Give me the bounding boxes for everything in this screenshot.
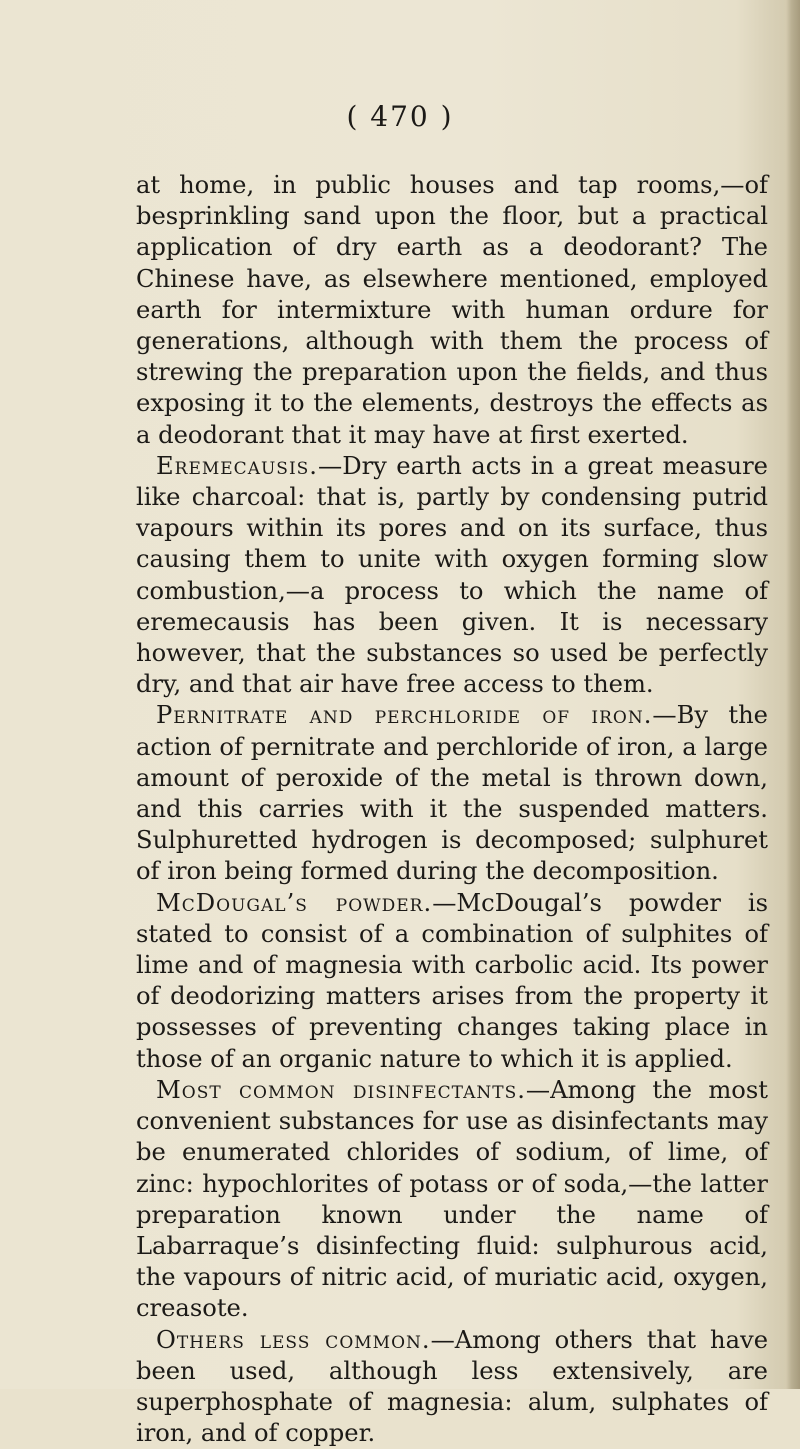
paragraph-heading: Most common disinfectants. <box>156 1075 526 1104</box>
paragraph-text: —McDougal’s powder is stated to consist of a combination of sulphites of lime and of magnesia with carbolic acid. Its power of deodorizing matters arises from the property it possesses of preventing changes taking place in those of an organic nature to which it is applied. <box>136 888 768 1073</box>
paragraph-others <box>136 1325 768 1449</box>
paragraph-text: at home, in public houses and tap rooms,—of besprinkling sand upon the floor, but a practical application of dry earth as a deodorant? The Chinese have, as elsewhere mentioned, employed earth for intermixture with human ordure for generations, although with them the process of strewing the preparation upon the fields, and thus exposing it to the elements, destroys the effects as a deodorant that it may have at first exerted. <box>136 171 768 449</box>
paragraph-eremecausis <box>136 451 768 701</box>
paragraph-heading: Eremecausis. <box>156 451 318 480</box>
paragraph-text: —Among others that have been used, although less extensively, are superphosphate of magnesia: alum, sulphates of iron, and of copper. <box>136 1325 769 1448</box>
paragraph-text: —Among the most convenient substances for use as disinfectants may be enumerated chlorides of sodium, of lime, of zinc: hypochlorites of potass or of soda,—the latter preparation known under the name of Labarraque’s disinfecting fluid: sulphurous acid, the vapours of nitric acid, of muriatic acid, oxygen, creasote. <box>136 1075 768 1323</box>
page-edge <box>786 0 800 1389</box>
paragraph-text: —Dry earth acts in a great measure like charcoal: that is, partly by condensing putrid vapours within its pores and on its surface, thus causing them to unite with oxygen forming slow combustion,—a process to which the name of eremecausis has been given. It is necessary however, that the substances so used be perfectly dry, and that air have free access to them. <box>136 451 768 699</box>
paragraph-text: —By the action of pernitrate and perchloride of iron, a large amount of peroxide of the metal is thrown down, and this carries with it the suspended matters. Sulphuretted hydrogen is decomposed; sulphuret of iron being formed during the decomposition. <box>136 701 768 886</box>
paragraph-continuation <box>136 170 768 451</box>
paragraph-mcdougal <box>136 888 768 1075</box>
paragraph-most-common <box>136 1075 768 1325</box>
paragraph-heading: McDougal’s powder. <box>156 888 433 917</box>
paragraph-heading: Others less common. <box>156 1325 431 1354</box>
paragraph-heading: Pernitrate and perchloride of iron. <box>156 701 653 730</box>
body-text <box>136 170 768 1449</box>
paragraph-pernitrate <box>136 700 768 887</box>
page-number: ( 470 ) <box>346 100 454 133</box>
